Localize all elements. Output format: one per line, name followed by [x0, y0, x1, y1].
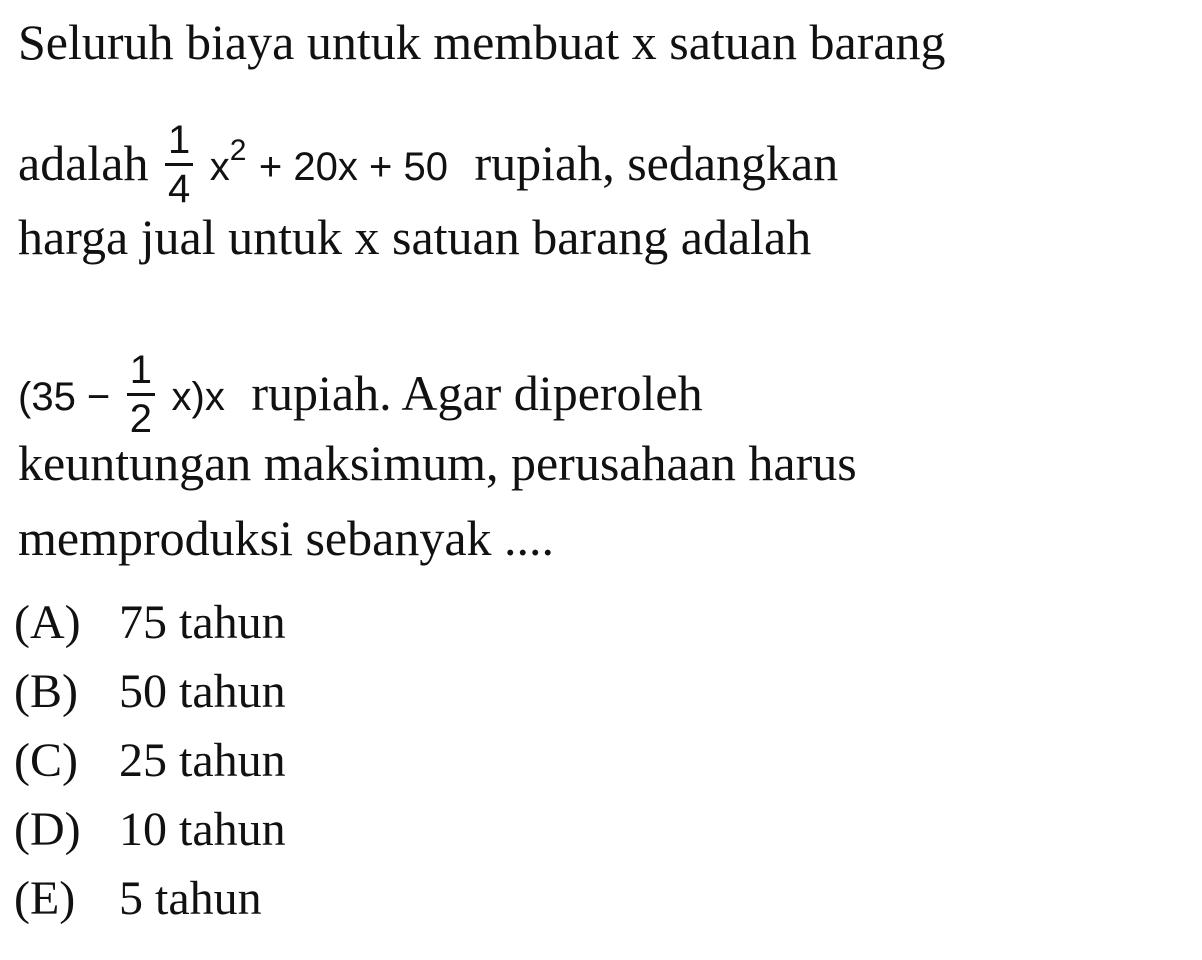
- math-exponent: 2: [229, 133, 247, 167]
- option-text: 75 tahun: [119, 596, 286, 649]
- question-line-6: [18, 508, 554, 568]
- option-c[interactable]: [14, 731, 286, 791]
- option-e[interactable]: [14, 869, 262, 929]
- question-text-2-pre: adalah: [18, 134, 149, 191]
- question-text-2-post: rupiah, sedangkan: [474, 134, 839, 191]
- question-line-5: [18, 433, 857, 493]
- question-text-6: memproduksi sebanyak ....: [18, 510, 555, 566]
- option-letter: (A): [14, 596, 81, 649]
- option-text: 5 tahun: [119, 872, 262, 925]
- fraction-numerator: 1: [129, 348, 153, 392]
- math-expression-rest: + 20x + 50: [258, 144, 448, 189]
- fraction-numerator: 1: [167, 118, 191, 162]
- option-letter: (E): [14, 872, 76, 925]
- question-line-2: [18, 118, 839, 215]
- question-line-1: [18, 12, 946, 72]
- question-text-1: Seluruh biaya untuk membuat x satuan barang: [18, 14, 946, 70]
- fraction-denominator: 2: [129, 397, 153, 441]
- fraction-bar: [165, 163, 193, 166]
- fraction-one-half: [127, 348, 155, 441]
- option-letter: (B): [14, 665, 78, 718]
- fraction-bar: [127, 393, 155, 396]
- option-text: 25 tahun: [119, 734, 286, 787]
- math-variable-x: x: [209, 144, 230, 189]
- option-letter: (C): [14, 734, 78, 787]
- question-text-3: harga jual untuk x satuan barang adalah: [18, 209, 812, 265]
- question-line-4: [18, 348, 703, 445]
- math-open-expression: (35 −: [18, 374, 111, 419]
- option-d[interactable]: [14, 800, 286, 860]
- option-text: 10 tahun: [119, 803, 286, 856]
- option-a[interactable]: [14, 593, 286, 653]
- option-b[interactable]: [14, 662, 286, 722]
- fraction-one-quarter: [165, 118, 193, 211]
- question-line-3: [18, 207, 811, 267]
- question-text-4-post: rupiah. Agar diperoleh: [251, 364, 703, 421]
- option-text: 50 tahun: [119, 665, 286, 718]
- fraction-denominator: 4: [167, 167, 191, 211]
- math-close-expression: x)x: [171, 374, 225, 419]
- option-letter: (D): [14, 803, 81, 856]
- question-text-5: keuntungan maksimum, perusahaan harus: [18, 435, 857, 491]
